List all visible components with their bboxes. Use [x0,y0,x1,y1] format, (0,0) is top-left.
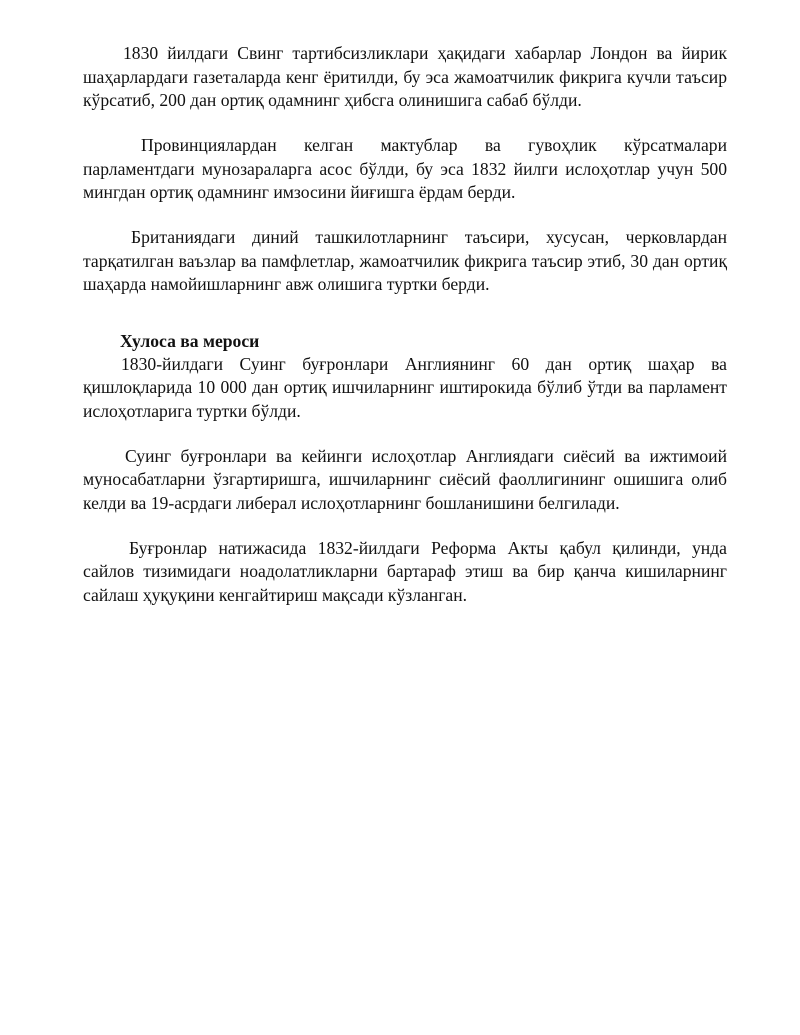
paragraph-provincial-letters: Провинциялардан келган мактублар ва гувоҳлик кўрсатмалари парламентдаги мунозараларга асос бўлди, бу эса 1832 йилги ислоҳотлар учун 500 мингдан ортиқ одамнинг имзосини йиғишга ёрдам берди. [83,135,727,202]
paragraph-spacer [83,113,727,135]
paragraph-religious-organizations: Британиядаги диний ташкилотларнинг таъсири, хусусан, черковлардан тарқатилган ваъзлар ва памфлетлар, жамоатчилик фикрига таъсир этиб, 30 дан ортиқ шаҳарда намойишларнинг авж олишига туртки берди. [83,227,727,294]
paragraph-spacer [83,515,727,537]
section-spacer [83,297,727,330]
paragraph-swing-riots-press: 1830 йилдаги Свинг тартибсизликлари ҳақидаги хабарлар Лондон ва йирик шаҳарлардаги газеталарда кенг ёритилди, бу эса жамоатчилик фикрига кучли таъсир кўрсатиб, 200 дан ортиқ одамнинг ҳибсга олинишига сабаб бўлди. [83,43,727,110]
paragraph-political-changes: Суинг буғронлари ва кейинги ислоҳотлар Англиядаги сиёсий ва ижтимоий муносабатларни ўзгартиришга, ишчиларнинг сиёсий фаоллигининг ошишига олиб келди ва 19-асрдаги либерал ислоҳотларнинг бошланишини белгилади. [83,445,727,513]
section-heading: Хулоса ва мероси [120,330,260,351]
paragraph-swing-riots-scale: 1830-йилдаги Суинг буғронлари Англиянинг 60 дан ортиқ шаҳар ва қишлоқларида 10 000 дан ортиқ ишчиларнинг иштирокида бўлиб ўтди ва парламент ислоҳотларига туртки бўлди. [83,353,727,421]
paragraph-spacer [83,205,727,227]
document-page [83,42,727,607]
paragraph-reform-act: Буғронлар натижасида 1832-йилдаги Реформа Акты қабул қилинди, унда сайлов тизимидаги ноадолатликларни бартараф этиш ва бир қанча кишиларнинг сайлаш ҳуқуқини кенгайтириш мақсади кўзланган. [83,537,727,605]
paragraph-spacer [83,423,727,445]
